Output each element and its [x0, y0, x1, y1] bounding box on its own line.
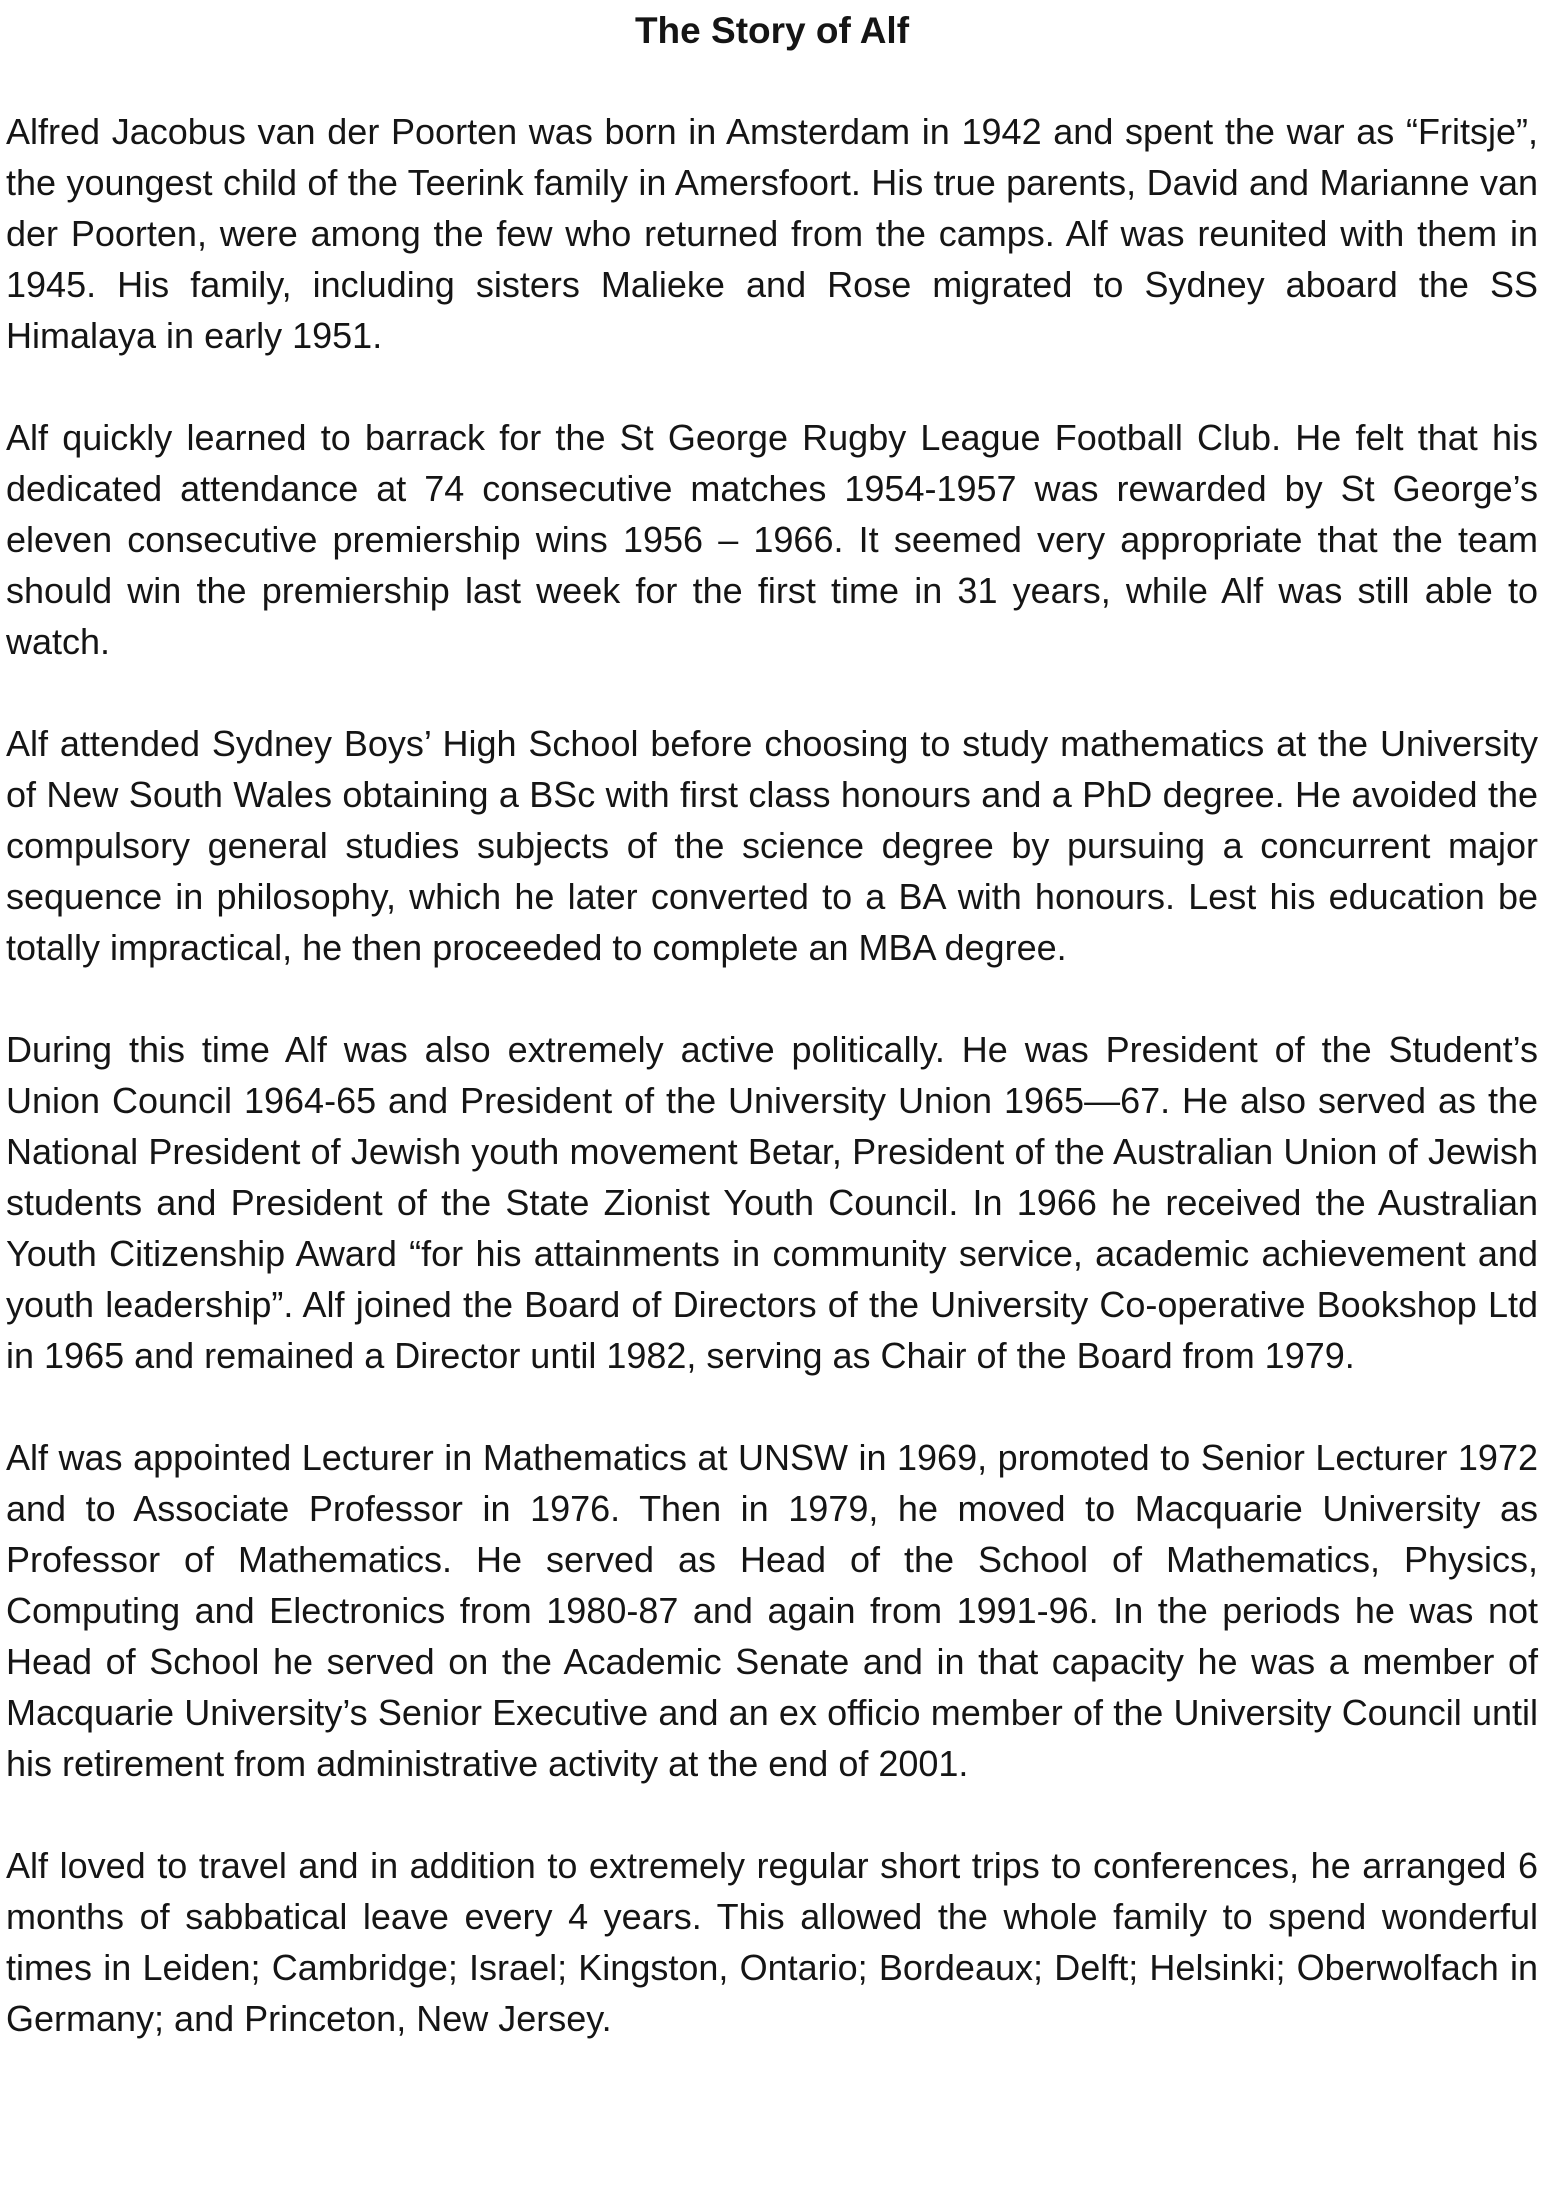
paragraph-early-life: Alfred Jacobus van der Poorten was born in Amsterdam in 1942 and spent the war as “Fritsje”, the youngest child of the Teerink family in Amersfoort. His true parents, David and Marianne van der Poorten, were among the few who returned from the camps. Alf was reunited with them in 1945. His family, including sisters Malieke and Rose migrated to Sydney aboard the SS Himalaya in early 1951.	[6, 111, 1538, 356]
paragraph-travel: Alf loved to travel and in addition to extremely regular short trips to conferences, he arranged 6 months of sabbatical leave every 4 years. This allowed the whole family to spend wonderful times in Leiden; Cambridge; Israel; Kingston, Ontario; Bordeaux; Delft; Helsinki; Oberwolfach in Germany; and Princeton, New Jersey.	[6, 1845, 1538, 2039]
paragraph-academic-career: Alf was appointed Lecturer in Mathematics at UNSW in 1969, promoted to Senior Lecturer 1972 and to Associate Professor in 1976. Then in 1979, he moved to Macquarie University as Professor of Mathematics. He served as Head of the School of Mathematics, Physics, Computing and Electronics from 1980-87 and again from 1991-96. In the periods he was not Head of School he served on the Academic Senate and in that capacity he was a member of Macquarie University’s Senior Executive and an ex officio member of the University Council until his retirement from administrative activity at the end of 2001.	[6, 1437, 1538, 1784]
paragraph-education: Alf attended Sydney Boys’ High School before choosing to study mathematics at the University of New South Wales obtaining a BSc with first class honours and a PhD degree. He avoided the compulsory general studies subjects of the science degree by pursuing a concurrent major sequence in philosophy, which he later converted to a BA with honours. Lest his education be totally impractical, he then proceeded to complete an MBA degree.	[6, 723, 1538, 968]
document-title: The Story of Alf	[634, 10, 910, 51]
paragraph-politics: During this time Alf was also extremely active politically. He was President of the Student’s Union Council 1964-65 and President of the University Union 1965—67. He also served as the National President of Jewish youth movement Betar, President of the Australian Union of Jewish students and President of the State Zionist Youth Council. In 1966 he received the Australian Youth Citizenship Award “for his attainments in community service, academic achievement and youth leadership”. Alf joined the Board of Directors of the University Co-operative Bookshop Ltd in 1965 and remained a Director until 1982, serving as Chair of the Board from 1979.	[6, 1029, 1538, 1376]
paragraph-rugby-league: Alf quickly learned to barrack for the St George Rugby League Football Club. He felt that his dedicated attendance at 74 consecutive matches 1954-1957 was rewarded by St George’s eleven consecutive premiership wins 1956 – 1966. It seemed very appropriate that the team should win the premiership last week for the first time in 31 years, while Alf was still able to watch.	[6, 417, 1538, 662]
